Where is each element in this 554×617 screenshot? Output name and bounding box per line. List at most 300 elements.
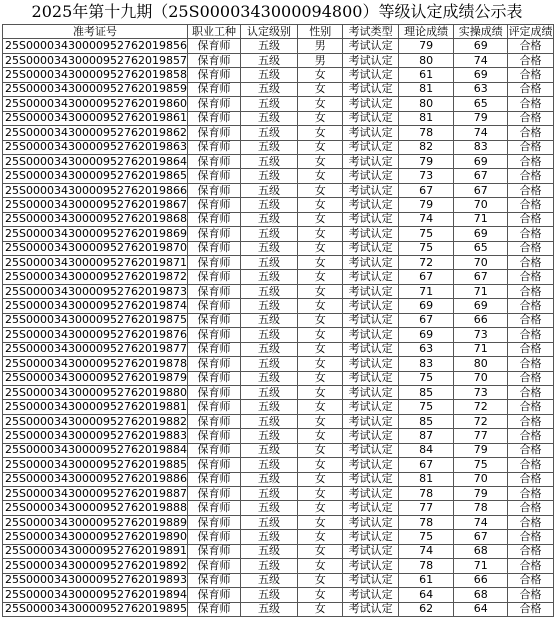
cell-exam-type: 考试认定 [343,97,398,111]
cell-theory-score: 85 [398,385,453,399]
cell-exam-id: 25S00003430000952762019881 [3,400,188,414]
cell-gender: 女 [298,544,343,558]
cell-practical-score: 80 [454,357,508,371]
table-row [3,241,554,255]
cell-exam-id: 25S00003430000952762019895 [3,602,188,616]
cell-exam-id: 25S00003430000952762019884 [3,443,188,457]
cell-exam-id: 25S00003430000952762019889 [3,515,188,529]
cell-result: 合格 [508,284,554,298]
cell-occupation: 保育师 [187,53,240,67]
cell-exam-type: 考试认定 [343,82,398,96]
column-header-level: 认定级别 [240,25,297,39]
cell-occupation: 保育师 [187,212,240,226]
cell-result: 合格 [508,241,554,255]
cell-occupation: 保育师 [187,400,240,414]
cell-result: 合格 [508,183,554,197]
cell-result: 合格 [508,111,554,125]
cell-practical-score: 69 [454,154,508,168]
table-row [3,501,554,515]
cell-level: 五级 [240,544,297,558]
cell-gender: 女 [298,530,343,544]
cell-level: 五级 [240,82,297,96]
table-row [3,472,554,486]
table-row [3,385,554,399]
cell-gender: 女 [298,256,343,270]
cell-theory-score: 71 [398,284,453,298]
cell-occupation: 保育师 [187,544,240,558]
cell-theory-score: 69 [398,328,453,342]
cell-gender: 女 [298,472,343,486]
cell-theory-score: 79 [398,154,453,168]
cell-occupation: 保育师 [187,487,240,501]
cell-exam-id: 25S00003430000952762019879 [3,371,188,385]
cell-exam-id: 25S00003430000952762019883 [3,429,188,443]
cell-exam-type: 考试认定 [343,212,398,226]
cell-theory-score: 85 [398,414,453,428]
cell-exam-type: 考试认定 [343,414,398,428]
cell-theory-score: 80 [398,53,453,67]
cell-exam-id: 25S00003430000952762019874 [3,299,188,313]
cell-gender: 女 [298,198,343,212]
cell-result: 合格 [508,212,554,226]
cell-exam-type: 考试认定 [343,313,398,327]
cell-exam-type: 考试认定 [343,429,398,443]
cell-result: 合格 [508,400,554,414]
cell-result: 合格 [508,458,554,472]
cell-gender: 女 [298,313,343,327]
cell-level: 五级 [240,154,297,168]
cell-exam-id: 25S00003430000952762019872 [3,270,188,284]
cell-result: 合格 [508,39,554,53]
cell-gender: 女 [298,342,343,356]
cell-level: 五级 [240,126,297,140]
cell-practical-score: 71 [454,342,508,356]
cell-level: 五级 [240,487,297,501]
cell-level: 五级 [240,313,297,327]
table-row [3,429,554,443]
column-header-theory-score: 理论成绩 [398,25,453,39]
cell-result: 合格 [508,270,554,284]
cell-practical-score: 73 [454,328,508,342]
cell-exam-id: 25S00003430000952762019862 [3,126,188,140]
cell-exam-type: 考试认定 [343,140,398,154]
cell-theory-score: 74 [398,212,453,226]
table-row [3,140,554,154]
table-row [3,313,554,327]
cell-theory-score: 63 [398,342,453,356]
cell-exam-id: 25S00003430000952762019858 [3,68,188,82]
cell-exam-type: 考试认定 [343,183,398,197]
cell-exam-id: 25S00003430000952762019868 [3,212,188,226]
cell-occupation: 保育师 [187,371,240,385]
cell-theory-score: 61 [398,68,453,82]
cell-gender: 女 [298,227,343,241]
cell-theory-score: 67 [398,313,453,327]
cell-gender: 女 [298,212,343,226]
cell-practical-score: 67 [454,270,508,284]
cell-gender: 女 [298,270,343,284]
cell-result: 合格 [508,515,554,529]
cell-practical-score: 74 [454,53,508,67]
cell-exam-type: 考试认定 [343,126,398,140]
cell-occupation: 保育师 [187,501,240,515]
cell-practical-score: 70 [454,198,508,212]
cell-occupation: 保育师 [187,443,240,457]
cell-level: 五级 [240,169,297,183]
cell-exam-id: 25S00003430000952762019888 [3,501,188,515]
cell-level: 五级 [240,429,297,443]
cell-exam-type: 考试认定 [343,169,398,183]
cell-occupation: 保育师 [187,385,240,399]
cell-result: 合格 [508,371,554,385]
table-row [3,443,554,457]
cell-exam-type: 考试认定 [343,53,398,67]
cell-exam-id: 25S00003430000952762019890 [3,530,188,544]
cell-practical-score: 72 [454,400,508,414]
cell-theory-score: 80 [398,97,453,111]
cell-gender: 女 [298,385,343,399]
cell-theory-score: 75 [398,400,453,414]
header-row [3,25,554,39]
cell-occupation: 保育师 [187,602,240,616]
column-header-exam-id: 准考证号 [3,25,188,39]
cell-gender: 女 [298,501,343,515]
cell-theory-score: 62 [398,602,453,616]
cell-exam-type: 考试认定 [343,198,398,212]
cell-practical-score: 63 [454,82,508,96]
cell-practical-score: 68 [454,588,508,602]
cell-gender: 女 [298,458,343,472]
cell-level: 五级 [240,299,297,313]
table-row [3,299,554,313]
cell-level: 五级 [240,53,297,67]
cell-gender: 女 [298,487,343,501]
table-row [3,357,554,371]
cell-level: 五级 [240,212,297,226]
cell-level: 五级 [240,227,297,241]
cell-gender: 女 [298,97,343,111]
cell-result: 合格 [508,68,554,82]
cell-exam-type: 考试认定 [343,256,398,270]
cell-theory-score: 81 [398,111,453,125]
table-row [3,588,554,602]
cell-exam-id: 25S00003430000952762019892 [3,559,188,573]
cell-exam-id: 25S00003430000952762019885 [3,458,188,472]
cell-exam-type: 考试认定 [343,602,398,616]
cell-theory-score: 82 [398,140,453,154]
cell-result: 合格 [508,53,554,67]
column-header-gender: 性别 [298,25,343,39]
table-row [3,284,554,298]
cell-gender: 男 [298,39,343,53]
cell-practical-score: 74 [454,515,508,529]
table-row [3,183,554,197]
cell-gender: 女 [298,602,343,616]
table-row [3,154,554,168]
cell-exam-id: 25S00003430000952762019864 [3,154,188,168]
cell-practical-score: 65 [454,241,508,255]
cell-exam-type: 考试认定 [343,371,398,385]
cell-level: 五级 [240,472,297,486]
cell-result: 合格 [508,198,554,212]
cell-practical-score: 67 [454,183,508,197]
cell-result: 合格 [508,414,554,428]
cell-level: 五级 [240,573,297,587]
cell-occupation: 保育师 [187,241,240,255]
cell-exam-type: 考试认定 [343,39,398,53]
cell-practical-score: 70 [454,256,508,270]
table-row [3,342,554,356]
cell-level: 五级 [240,559,297,573]
cell-occupation: 保育师 [187,111,240,125]
cell-theory-score: 67 [398,458,453,472]
table-row [3,400,554,414]
cell-practical-score: 79 [454,487,508,501]
cell-practical-score: 71 [454,559,508,573]
table-row [3,256,554,270]
cell-exam-id: 25S00003430000952762019869 [3,227,188,241]
cell-practical-score: 69 [454,39,508,53]
cell-theory-score: 79 [398,39,453,53]
cell-occupation: 保育师 [187,82,240,96]
cell-practical-score: 74 [454,126,508,140]
cell-occupation: 保育师 [187,270,240,284]
cell-practical-score: 68 [454,544,508,558]
table-row [3,68,554,82]
cell-occupation: 保育师 [187,458,240,472]
cell-occupation: 保育师 [187,472,240,486]
cell-result: 合格 [508,342,554,356]
cell-occupation: 保育师 [187,154,240,168]
cell-practical-score: 69 [454,227,508,241]
cell-gender: 女 [298,414,343,428]
cell-level: 五级 [240,588,297,602]
cell-occupation: 保育师 [187,357,240,371]
cell-theory-score: 81 [398,82,453,96]
cell-exam-type: 考试认定 [343,284,398,298]
cell-level: 五级 [240,530,297,544]
cell-exam-id: 25S00003430000952762019882 [3,414,188,428]
cell-level: 五级 [240,198,297,212]
cell-gender: 女 [298,284,343,298]
table-row [3,126,554,140]
table-row [3,111,554,125]
cell-occupation: 保育师 [187,313,240,327]
cell-practical-score: 66 [454,573,508,587]
cell-gender: 女 [298,573,343,587]
cell-result: 合格 [508,299,554,313]
cell-theory-score: 67 [398,270,453,284]
cell-gender: 女 [298,241,343,255]
cell-result: 合格 [508,443,554,457]
cell-gender: 男 [298,53,343,67]
cell-exam-id: 25S00003430000952762019873 [3,284,188,298]
table-row [3,371,554,385]
page-title: 2025年第十九期（25S0000343000094800）等级认定成绩公示表 [31,2,523,21]
cell-exam-type: 考试认定 [343,342,398,356]
cell-exam-type: 考试认定 [343,544,398,558]
cell-gender: 女 [298,126,343,140]
cell-theory-score: 67 [398,183,453,197]
cell-theory-score: 79 [398,198,453,212]
cell-occupation: 保育师 [187,198,240,212]
cell-exam-type: 考试认定 [343,328,398,342]
cell-result: 合格 [508,227,554,241]
cell-theory-score: 87 [398,429,453,443]
cell-theory-score: 78 [398,126,453,140]
cell-gender: 女 [298,357,343,371]
cell-occupation: 保育师 [187,97,240,111]
cell-practical-score: 64 [454,602,508,616]
cell-theory-score: 84 [398,443,453,457]
cell-exam-type: 考试认定 [343,559,398,573]
cell-theory-score: 74 [398,544,453,558]
cell-result: 合格 [508,97,554,111]
cell-occupation: 保育师 [187,256,240,270]
cell-gender: 女 [298,328,343,342]
cell-level: 五级 [240,256,297,270]
cell-exam-type: 考试认定 [343,573,398,587]
cell-occupation: 保育师 [187,573,240,587]
cell-result: 合格 [508,501,554,515]
cell-result: 合格 [508,256,554,270]
table-row [3,573,554,587]
cell-gender: 女 [298,400,343,414]
table-row [3,487,554,501]
cell-gender: 女 [298,111,343,125]
cell-exam-type: 考试认定 [343,400,398,414]
cell-result: 合格 [508,140,554,154]
cell-exam-id: 25S00003430000952762019876 [3,328,188,342]
cell-exam-type: 考试认定 [343,530,398,544]
cell-exam-id: 25S00003430000952762019891 [3,544,188,558]
table-row [3,82,554,96]
cell-occupation: 保育师 [187,183,240,197]
cell-gender: 女 [298,299,343,313]
cell-practical-score: 77 [454,429,508,443]
cell-practical-score: 65 [454,97,508,111]
cell-exam-id: 25S00003430000952762019856 [3,39,188,53]
cell-level: 五级 [240,371,297,385]
cell-exam-id: 25S00003430000952762019878 [3,357,188,371]
cell-theory-score: 72 [398,256,453,270]
cell-occupation: 保育师 [187,559,240,573]
column-header-exam-type: 考试类型 [343,25,398,39]
cell-gender: 女 [298,140,343,154]
cell-level: 五级 [240,385,297,399]
cell-exam-id: 25S00003430000952762019871 [3,256,188,270]
cell-level: 五级 [240,443,297,457]
cell-occupation: 保育师 [187,299,240,313]
cell-exam-id: 25S00003430000952762019857 [3,53,188,67]
cell-practical-score: 66 [454,313,508,327]
cell-exam-type: 考试认定 [343,154,398,168]
cell-gender: 女 [298,515,343,529]
cell-theory-score: 75 [398,227,453,241]
cell-occupation: 保育师 [187,126,240,140]
cell-theory-score: 78 [398,487,453,501]
table-row [3,198,554,212]
cell-exam-type: 考试认定 [343,588,398,602]
cell-result: 合格 [508,530,554,544]
cell-theory-score: 75 [398,530,453,544]
cell-practical-score: 73 [454,385,508,399]
cell-level: 五级 [240,458,297,472]
cell-practical-score: 83 [454,140,508,154]
cell-result: 合格 [508,588,554,602]
cell-exam-type: 考试认定 [343,458,398,472]
cell-level: 五级 [240,515,297,529]
cell-result: 合格 [508,472,554,486]
cell-occupation: 保育师 [187,342,240,356]
cell-level: 五级 [240,400,297,414]
cell-result: 合格 [508,82,554,96]
cell-exam-id: 25S00003430000952762019880 [3,385,188,399]
cell-result: 合格 [508,313,554,327]
cell-practical-score: 70 [454,472,508,486]
cell-level: 五级 [240,241,297,255]
cell-result: 合格 [508,602,554,616]
table-row [3,39,554,53]
cell-exam-type: 考试认定 [343,111,398,125]
cell-exam-type: 考试认定 [343,357,398,371]
table-row [3,212,554,226]
cell-exam-id: 25S00003430000952762019866 [3,183,188,197]
cell-practical-score: 79 [454,111,508,125]
column-header-occupation: 职业工种 [187,25,240,39]
cell-exam-type: 考试认定 [343,270,398,284]
table-row [3,458,554,472]
cell-occupation: 保育师 [187,169,240,183]
cell-result: 合格 [508,544,554,558]
cell-gender: 女 [298,443,343,457]
cell-exam-type: 考试认定 [343,299,398,313]
cell-practical-score: 69 [454,299,508,313]
cell-result: 合格 [508,169,554,183]
cell-exam-id: 25S00003430000952762019886 [3,472,188,486]
cell-occupation: 保育师 [187,140,240,154]
cell-occupation: 保育师 [187,284,240,298]
cell-theory-score: 61 [398,573,453,587]
column-header-practical-score: 实操成绩 [454,25,508,39]
cell-level: 五级 [240,140,297,154]
results-table [2,24,554,617]
cell-level: 五级 [240,342,297,356]
cell-practical-score: 75 [454,458,508,472]
cell-level: 五级 [240,284,297,298]
cell-exam-type: 考试认定 [343,68,398,82]
cell-occupation: 保育师 [187,530,240,544]
cell-exam-id: 25S00003430000952762019894 [3,588,188,602]
table-row [3,169,554,183]
cell-occupation: 保育师 [187,227,240,241]
table-row [3,602,554,616]
table-body [3,39,554,617]
column-header-result: 评定成绩 [508,24,553,38]
cell-theory-score: 81 [398,472,453,486]
cell-result: 合格 [508,328,554,342]
cell-occupation: 保育师 [187,429,240,443]
cell-practical-score: 71 [454,212,508,226]
cell-practical-score: 69 [454,68,508,82]
cell-level: 五级 [240,270,297,284]
cell-result: 合格 [508,487,554,501]
cell-exam-type: 考试认定 [343,385,398,399]
cell-level: 五级 [240,111,297,125]
table-row [3,559,554,573]
cell-gender: 女 [298,169,343,183]
cell-result: 合格 [508,357,554,371]
